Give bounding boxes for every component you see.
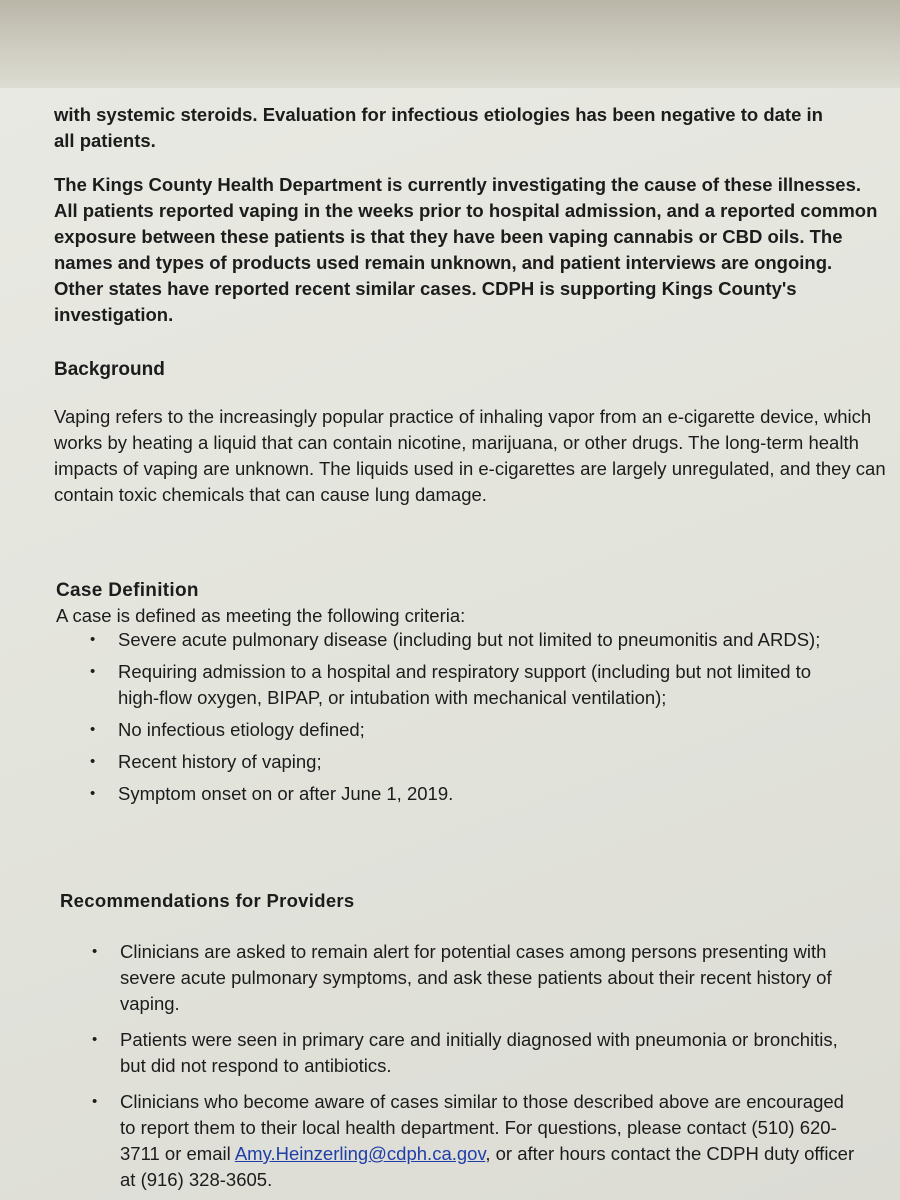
bullet-icon: • bbox=[90, 631, 96, 648]
case-criterion-text: Recent history of vaping; bbox=[118, 751, 322, 772]
intro-paragraph bbox=[54, 102, 894, 154]
case-criterion-item bbox=[56, 659, 856, 711]
recommendation-item bbox=[58, 939, 858, 1017]
bullet-icon: • bbox=[92, 943, 98, 960]
case-criteria-list bbox=[56, 627, 856, 807]
bullet-icon: • bbox=[90, 785, 96, 802]
recommendation-text: Clinicians are asked to remain alert for potential cases among persons presenting with severe acute pulmonary symptoms, and ask these patients about their recent history of vaping. bbox=[120, 941, 832, 1014]
bullet-icon: • bbox=[90, 663, 96, 680]
contact-text-before: Clinicians who become aware of cases similar to those described above are encouraged to report them to their local health department. For questions, please contact (510) 620-3711 or email bbox=[120, 1091, 844, 1164]
case-criterion-item bbox=[56, 781, 856, 807]
case-definition-heading: Case Definition bbox=[56, 580, 199, 601]
recommendation-text: Patients were seen in primary care and initially diagnosed with pneumonia or bronchitis, but did not respond to antibiotics. bbox=[120, 1029, 838, 1076]
case-criterion-text: Requiring admission to a hospital and respiratory support (including but not limited to high-flow oxygen, BIPAP, or intubation with mechanical ventilation); bbox=[118, 661, 812, 708]
email-link[interactable]: Amy.Heinzerling@cdph.ca.gov bbox=[234, 1143, 486, 1164]
case-criterion-text: No infectious etiology defined; bbox=[118, 719, 365, 740]
bullet-icon: • bbox=[92, 1093, 98, 1110]
case-criterion-item bbox=[56, 627, 856, 653]
recommendations-heading: Recommendations for Providers bbox=[60, 890, 355, 911]
intro-line-2: all patients. bbox=[54, 130, 156, 151]
investigation-paragraph: The Kings County Health Department is currently investigating the cause of these illnesses. All patients reported vaping in the weeks prior to hospital admission, and a reported common exposure between these patients is that they have been vaping cannabis or CBD oils. The names and types of products used remain unknown, and patient interviews are ongoing. Other states have reported recent similar cases. CDPH is supporting Kings County's investigation. bbox=[54, 174, 878, 325]
recommendations-list bbox=[58, 939, 858, 1193]
contact-text-after: , or after hours contact the CDPH duty officer at (916) 328-3605. bbox=[120, 1143, 855, 1190]
case-criterion-text: Symptom onset on or after June 1, 2019. bbox=[118, 783, 454, 804]
case-criterion-item bbox=[56, 749, 856, 775]
bullet-icon: • bbox=[90, 721, 96, 738]
recommendation-item bbox=[58, 1027, 858, 1079]
case-definition-intro: A case is defined as meeting the following criteria: bbox=[56, 605, 466, 626]
background-paragraph: Vaping refers to the increasingly popular practice of inhaling vapor from an e-cigarette device, which works by heating a liquid that can contain nicotine, marijuana, or other drugs. The long-term health impacts of vaping are unknown. The liquids used in e-cigarettes are largely unregulated, and they can contain toxic chemicals that can cause lung damage. bbox=[54, 406, 886, 505]
case-criterion-item bbox=[56, 717, 856, 743]
intro-line-1: with systemic steroids. Evaluation for infectious etiologies has been negative to date in bbox=[54, 104, 823, 125]
recommendation-contact-item bbox=[58, 1089, 858, 1193]
background-heading: Background bbox=[54, 359, 165, 380]
case-criterion-text: Severe acute pulmonary disease (including but not limited to pneumonitis and ARDS); bbox=[118, 629, 821, 650]
bullet-icon: • bbox=[92, 1031, 98, 1048]
bullet-icon: • bbox=[90, 753, 96, 770]
